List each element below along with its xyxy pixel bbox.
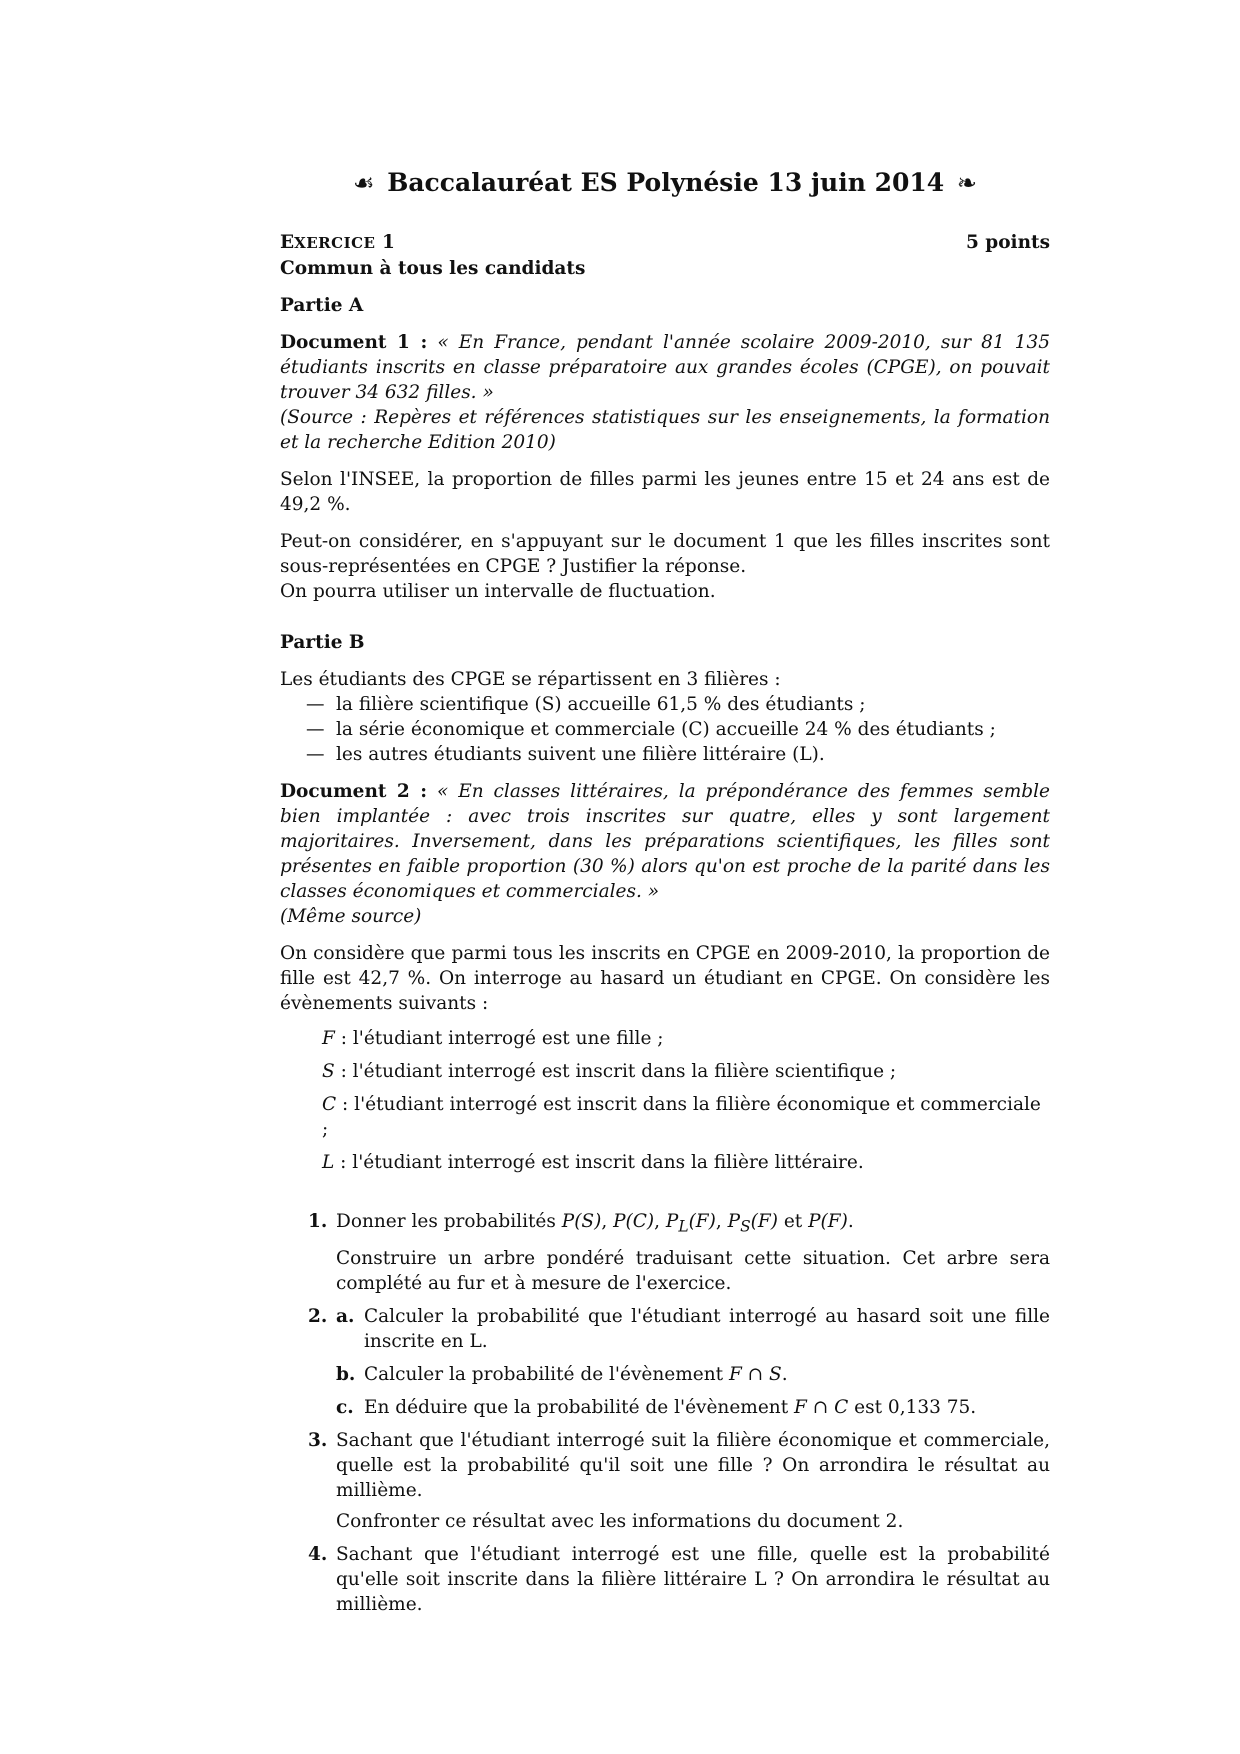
question-3: [280, 1428, 1050, 1534]
part-a-question-text: Peut-on considérer, en s'appuyant sur le document 1 que les filles inscrites sont sous-représentées en CPGE ? Justifier la réponse.: [280, 531, 1050, 577]
q3-text: Sachant que l'étudiant interrogé suit la filière économique et commerciale, quelle est la probabilité qu'il soit une fille ? On arrondira le résultat au millième.: [336, 1429, 1050, 1501]
document-2: [280, 779, 1050, 929]
q1-and: et: [777, 1211, 809, 1232]
q1-prob-sf: [727, 1211, 778, 1236]
q1-arg: (F): [688, 1211, 716, 1232]
doc2-quote: « En classes littéraires, la prépondérance des femmes semble bien implantée : avec trois inscrites sur quatre, elles y sont largement majoritaires. Inversement, dans les préparations scientifiques, les filles sont présentes en faible proportion (30 %) alors qu'on est proche de la parité dans les classes économiques et commerciales. »: [280, 781, 1050, 902]
exercise-label: [280, 230, 395, 256]
question-number: 1.: [308, 1211, 328, 1232]
doc1-quote: « En France, pendant l'année scolaire 2009-2010, sur 81 135 étudiants inscrits en classe préparatoire aux grandes écoles (CPGE), on pouvait trouver 34 632 filles. »: [280, 332, 1050, 403]
exercise-audience: Commun à tous les candidats: [280, 258, 586, 279]
q2b-end: .: [781, 1363, 788, 1385]
question-1: [280, 1209, 1050, 1296]
insee-statement: Selon l'INSEE, la proportion de filles parmi les jeunes entre 15 et 24 ans est de 49,2 %.: [280, 469, 1050, 515]
sub-question-letter: b.: [336, 1363, 356, 1385]
q1-prob-f: P(F): [808, 1211, 848, 1232]
q1-prob-lf: [665, 1211, 716, 1236]
event-var: L: [322, 1152, 335, 1173]
event-var: C: [322, 1094, 337, 1115]
event-item: [322, 1059, 1050, 1084]
q2c-end: est 0,133 75.: [848, 1396, 977, 1418]
doc1-source: (Source : Repères et références statistiques sur les enseignements, la formation et la recherche Edition 2010): [280, 407, 1050, 453]
q4-text: Sachant que l'étudiant interrogé est une fille, quelle est la probabilité qu'elle soit inscrite dans la filière littéraire L ? On arrondira le résultat au millième.: [336, 1543, 1050, 1615]
event-item: [322, 1150, 1050, 1175]
q1-tree-instruction: Construire un arbre pondéré traduisant cette situation. Cet arbre sera complété au fur et à mesure de l'exercice.: [336, 1247, 1050, 1294]
doc2-label: Document 2 :: [280, 781, 428, 802]
q2a-text: Calculer la probabilité que l'étudiant interrogé au hasard soit une fille inscrite en L.: [364, 1305, 1050, 1352]
exercise-number: 1: [381, 232, 395, 253]
exercise-header: [280, 230, 1050, 256]
q1-prob-s: P(S): [561, 1211, 602, 1232]
ornament-left-icon: ☙: [352, 169, 375, 197]
part-a-hint: On pourra utiliser un intervalle de fluctuation.: [280, 581, 716, 602]
q1-sep: ,: [654, 1211, 666, 1232]
part-b-context: On considère que parmi tous les inscrits en CPGE en 2009-2010, la proportion de fille est 42,7 %. On interroge au hasard un étudiant en CPGE. On considère les évènements suivants :: [280, 943, 1050, 1014]
list-item: — la filière scientifique (S) accueille 61,5 % des étudiants ;: [306, 692, 1050, 717]
event-var: F: [322, 1028, 335, 1049]
event-item: [322, 1092, 1050, 1142]
doc2-source: (Même source): [280, 906, 422, 927]
question-number: 3.: [308, 1429, 328, 1451]
question-number: 2.: [308, 1305, 328, 1327]
q2c-math: F ∩ C: [794, 1396, 849, 1418]
question-2c: [336, 1395, 1050, 1420]
ornament-right-icon: ❧: [956, 169, 977, 197]
q1-prob-c: P(C): [613, 1211, 655, 1232]
q1-sub: L: [678, 1217, 689, 1236]
events-list: [280, 1026, 1050, 1175]
question-2a: [336, 1304, 1050, 1354]
q1-p: P: [727, 1211, 741, 1232]
exercise-label-rest: XERCICE: [294, 234, 376, 252]
sub-question-letter: c.: [336, 1396, 354, 1418]
list-item: — les autres étudiants suivent une filière littéraire (L).: [306, 742, 1050, 767]
list-item: — la série économique et commerciale (C) accueille 24 % des étudiants ;: [306, 717, 1050, 742]
question-4: [280, 1542, 1050, 1617]
event-text: : l'étudiant interrogé est inscrit dans la filière scientifique ;: [334, 1061, 897, 1082]
q1-end: .: [847, 1211, 854, 1232]
event-text: : l'étudiant interrogé est une fille ;: [334, 1028, 664, 1049]
q2c-text: En déduire que la probabilité de l'évènement: [364, 1396, 795, 1418]
doc1-label: Document 1 :: [280, 332, 428, 353]
questions-list: [280, 1209, 1050, 1617]
q2b-math: F ∩ S: [728, 1363, 782, 1385]
event-item: [322, 1026, 1050, 1051]
q1-arg: (F): [750, 1211, 778, 1232]
q1-sub: S: [740, 1217, 751, 1236]
exercise-points: 5 points: [965, 232, 1050, 253]
part-b-title: Partie B: [280, 632, 365, 653]
q1-sep: ,: [715, 1211, 728, 1232]
q1-p: P: [665, 1211, 679, 1232]
document-title: [280, 170, 1050, 196]
event-text: : l'étudiant interrogé est inscrit dans la filière littéraire.: [334, 1152, 864, 1173]
sub-question-letter: a.: [336, 1305, 355, 1327]
q1-sep: ,: [601, 1211, 614, 1232]
title-text: Baccalauréat ES Polynésie 13 juin 2014: [387, 168, 945, 197]
question-number: 4.: [308, 1543, 328, 1565]
q1-lead: Donner les probabilités: [336, 1211, 562, 1232]
q2b-text: Calculer la probabilité de l'évènement: [364, 1363, 729, 1385]
question-2: [280, 1304, 1050, 1420]
document-1: [280, 330, 1050, 455]
filieres-list: [280, 692, 1050, 767]
event-text: : l'étudiant interrogé est inscrit dans la filière économique et commerciale ;: [322, 1094, 1041, 1140]
part-a-title: Partie A: [280, 295, 364, 316]
document-page: [280, 160, 1050, 1625]
part-b-intro: Les étudiants des CPGE se répartissent en 3 filières :: [280, 669, 781, 690]
question-2b: [336, 1362, 1050, 1387]
exercise-label-first: E: [280, 232, 295, 253]
event-var: S: [322, 1061, 335, 1082]
part-a-question: [280, 529, 1050, 604]
q3-confront: Confronter ce résultat avec les informations du document 2.: [336, 1510, 904, 1532]
